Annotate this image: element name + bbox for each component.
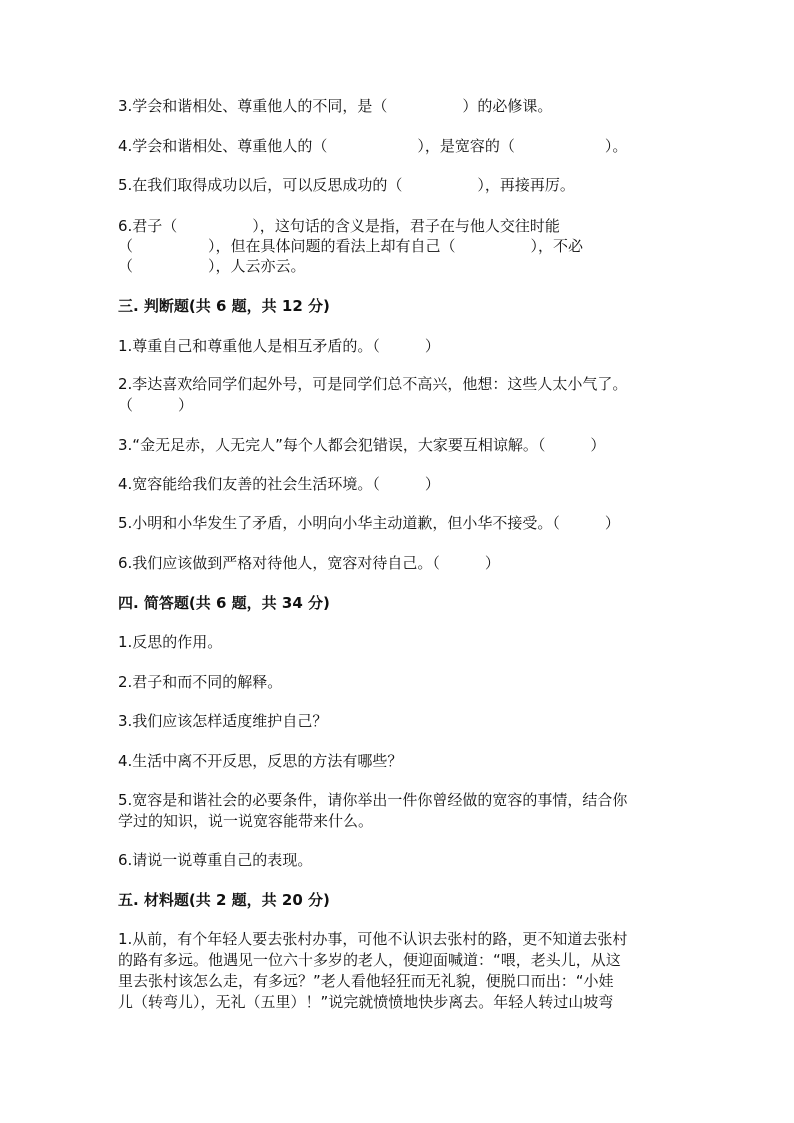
short-answer-question-4: 4.生活中离不开反思，反思的方法有哪些？ <box>118 752 403 770</box>
judgment-question-4: 4.宽容能给我们友善的社会生活环境。（ ） <box>118 475 440 493</box>
short-answer-section-heading: 四. 简答题(共 6 题，共 34 分) <box>118 594 330 612</box>
fill-in-question-6-line-1: 6.君子（ ），这句话的含义是指，君子在与他人交往时能 <box>118 217 560 235</box>
fill-in-question-6-line-3: （ ），人云亦云。 <box>118 257 306 275</box>
judgment-question-2-line-1: 2.李达喜欢给同学们起外号，可是同学们总不高兴，他想：这些人太小气了。 <box>118 375 628 393</box>
material-section-heading: 五. 材料题(共 2 题，共 20 分) <box>118 891 330 909</box>
material-question-1-line-1: 1.从前，有个年轻人要去张村办事，可他不认识去张村的路，更不知道去张村 <box>118 930 628 948</box>
material-question-1-line-2: 的路有多远。他遇见一位六十多岁的老人，便迎面喊道：“喂，老头儿，从这 <box>118 951 621 969</box>
short-answer-question-2: 2.君子和而不同的解释。 <box>118 673 283 691</box>
short-answer-question-1: 1.反思的作用。 <box>118 633 223 651</box>
judgment-question-1: 1.尊重自己和尊重他人是相互矛盾的。（ ） <box>118 337 440 355</box>
judgment-question-5: 5.小明和小华发生了矛盾，小明向小华主动道歉，但小华不接受。（ ） <box>118 514 620 532</box>
fill-in-question-4: 4.学会和谐相处、尊重他人的（ ），是宽容的（ ）。 <box>118 137 628 155</box>
fill-in-question-6-line-2: （ ），但在具体问题的看法上却有自己（ ），不必 <box>118 237 584 255</box>
material-question-1-line-3: 里去张村该怎么走，有多远？”老人看他轻狂而无礼貌，便脱口而出：“小娃 <box>118 972 614 990</box>
short-answer-question-3: 3.我们应该怎样适度维护自己？ <box>118 712 328 730</box>
judgment-question-3: 3.“金无足赤，人无完人”每个人都会犯错误，大家要互相谅解。（ ） <box>118 436 606 454</box>
judgment-question-2-line-2: （ ） <box>118 396 194 414</box>
short-answer-question-6: 6.请说一说尊重自己的表现。 <box>118 851 313 869</box>
fill-in-question-5: 5.在我们取得成功以后，可以反思成功的（ ），再接再厉。 <box>118 176 575 194</box>
short-answer-question-5-line-1: 5.宽容是和谐社会的必要条件，请你举出一件你曾经做的宽容的事情，结合你 <box>118 791 628 809</box>
short-answer-question-5-line-2: 学过的知识，说一说宽容能带来什么。 <box>118 812 374 830</box>
judgment-question-6: 6.我们应该做到严格对待他人，宽容对待自己。（ ） <box>118 554 500 572</box>
material-question-1-line-4: 儿（转弯儿），无礼（五里）！”说完就愤愤地快步离去。年轻人转过山坡弯 <box>118 993 614 1011</box>
fill-in-question-3: 3.学会和谐相处、尊重他人的不同，是（ ）的必修课。 <box>118 97 553 115</box>
judgment-section-heading: 三. 判断题(共 6 题，共 12 分) <box>118 297 330 315</box>
